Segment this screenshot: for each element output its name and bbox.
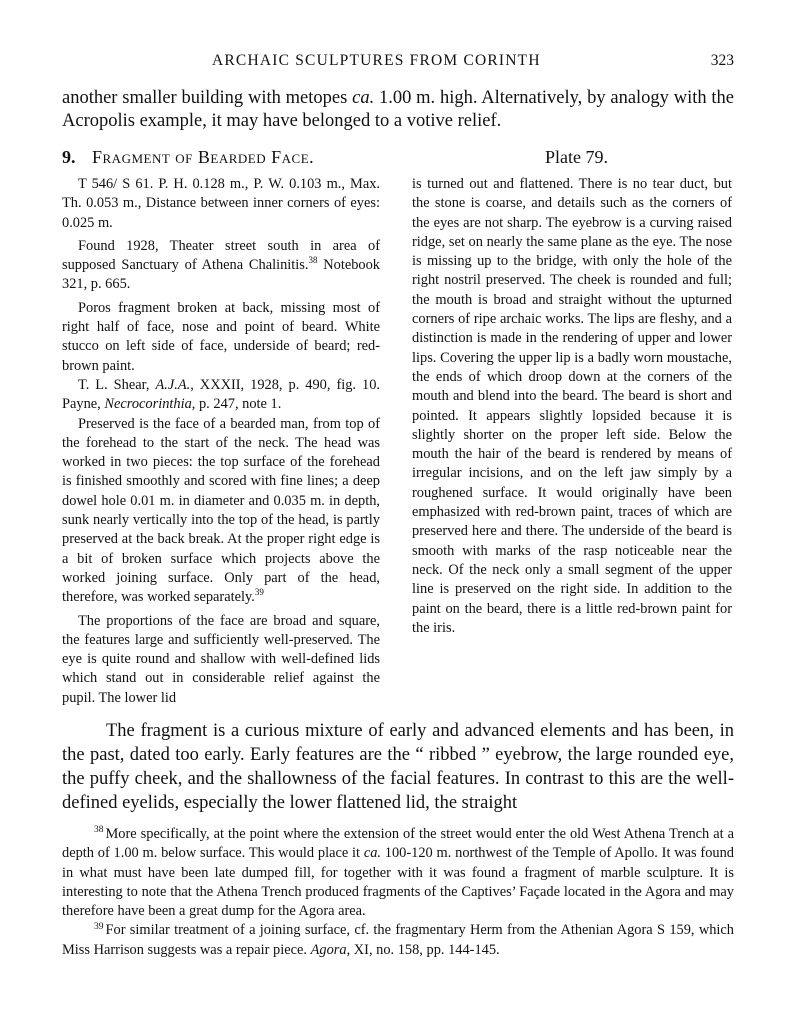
plate-reference: Plate 79. [545, 147, 608, 167]
catalogue-measurements: T 546/ S 61. P. H. 0.128 m., P. W. 0.103 m., Max. Th. 0.053 m., Distance between inner corners of eyes: 0.025 m. [62, 176, 380, 231]
footnote-38-text-a: More specifically, at the point where the extension of the street would enter the old West Athena Trench at a depth of 1.00 m. below surface. This would place it [62, 826, 734, 862]
footnote-38-number: 38 [94, 825, 104, 836]
description-features: is turned out and flattened. There is no tear duct, but the stone is coarse, and details such as the corners of the eyes are not sharp. The eyebrow is a curving raised ridge, set on nearly the same plane as the eye. The nose is missing up to the bridge, with only the hole of the right nostril preserved. The cheek is rounded and full; the mouth is broad and straight without the upturned corners of ripe archaic works. The lips are fleshy, and a distinction is made in the rendering of upper and lower lips. Covering the upper lip is a badly worn moustache, the ends of which droop down at the corners of the mouth and blend into the beard. The beard is short and pointed. It appears slightly lopsided because it is slightly shorter on the proper left side. Below the mouth the hair of the beard is rendered by means of irregular incisions, and on the left jaw simply by a roughened surface. It would originally have been emphasized with red-brown paint, traces of which are preserved here and there. The underside of the beard is smooth with marks of the rasp noticeable near the neck. Of the neck only a small segment of the upper line is preserved on the right side. In addition to the paint on the beard, there is a little red-brown paint for the iris. [412, 176, 732, 636]
discussion-paragraph [62, 719, 734, 815]
footnote-ref-39: 39 [254, 587, 264, 598]
footnotes [62, 825, 734, 960]
footnote-38 [62, 825, 734, 921]
footnote-39-text-a: For similar treatment of a joining surface, cf. the fragmentary Herm from the Athenian Agora S 159, which Miss Harrison suggests was a repair piece. [62, 922, 734, 958]
intro-ca: ca. [352, 88, 375, 108]
footnote-39-italic: Agora [310, 941, 347, 958]
intro-rest: 1.00 m. high. Alternatively, by analogy with the Acropolis example, it may have belonged to a votive relief. [62, 88, 735, 131]
running-title: ARCHAIC SCULPTURES FROM CORINTH [212, 52, 541, 69]
footnote-39 [62, 921, 734, 960]
footnote-ref-38: 38 [308, 255, 318, 266]
biblio-part-a: T. L. Shear, [78, 376, 156, 393]
biblio-journal: A.J.A. [155, 376, 191, 393]
section-title: Fragment of Bearded Face. [92, 147, 315, 167]
biblio-part-b: , XXXII, 1928, p. 490, fig. 10. Payne, [62, 376, 380, 413]
biblio-part-c: , p. 247, note 1. [191, 396, 282, 413]
findspot-text: Found 1928, Theater street south in area of supposed Sanctuary of Athena Chalinitis. [62, 237, 380, 274]
description-head-text: Preserved is the face of a bearded man, from top of the forehead to the start of the neck. The head was worked in two pieces: the top surface of the forehead is finished smoothly and scored with fine lines; a deep dowel hole 0.01 m. in diameter and 0.035 m. in depth, sunk nearly vertically into the top of the head, is partly preserved at the back break. At the proper right edge is a bit of broken surface which projects above the worked joining surface. Only part of the head, therefore, was worked separately. [62, 415, 380, 606]
footnote-39-text-b: , XI, no. 158, pp. 144-145. [346, 941, 500, 958]
left-column [62, 175, 380, 708]
running-head [62, 52, 734, 74]
intro-paragraph [62, 87, 734, 133]
biblio-book: Necrocorinthia [104, 396, 192, 413]
discussion-text: The fragment is a curious mixture of early and advanced elements and has been, in the past, dated too early. Early features are the “ ribbed ” eyebrow, the large rounded eye, the puffy cheek, and the shallowness of the facial features. In contrast to this are the well-defined eyelids, especially the lower flattened lid, the straight [62, 721, 734, 813]
footnote-38-text-b: 100-120 m. northwest of the Temple of Apollo. It was found in what must have been late dumped fill, for together with it was found a fragment of marble sculpture. It is interesting to note that the Athena Trench produced fragments of the Captives’ Façade located in the Agora and may therefore have been a great dump for the Agora area. [62, 845, 734, 920]
catalogue-condition: Poros fragment broken at back, missing most of right half of face, nose and point of beard. White stucco on left side of face, underside of beard; red-brown paint. [62, 299, 380, 374]
catalogue-bibliography [62, 376, 380, 415]
right-column [412, 175, 732, 638]
catalogue-findspot [62, 237, 380, 295]
page-number: 323 [710, 52, 734, 69]
footnote-39-number: 39 [94, 921, 104, 932]
section-number: 9. [62, 147, 76, 167]
notebook-text: Notebook 321, p. 665. [62, 257, 381, 293]
description-head [62, 415, 380, 608]
description-face: The proportions of the face are broad and square, the features large and sufficiently well-preserved. The eye is quite round and shallow with well-defined lids which stand out in considerable relief against the pupil. The lower lid [62, 612, 380, 706]
footnote-38-ca: ca. [363, 845, 381, 862]
intro-lead: another smaller building with metopes [62, 88, 353, 108]
